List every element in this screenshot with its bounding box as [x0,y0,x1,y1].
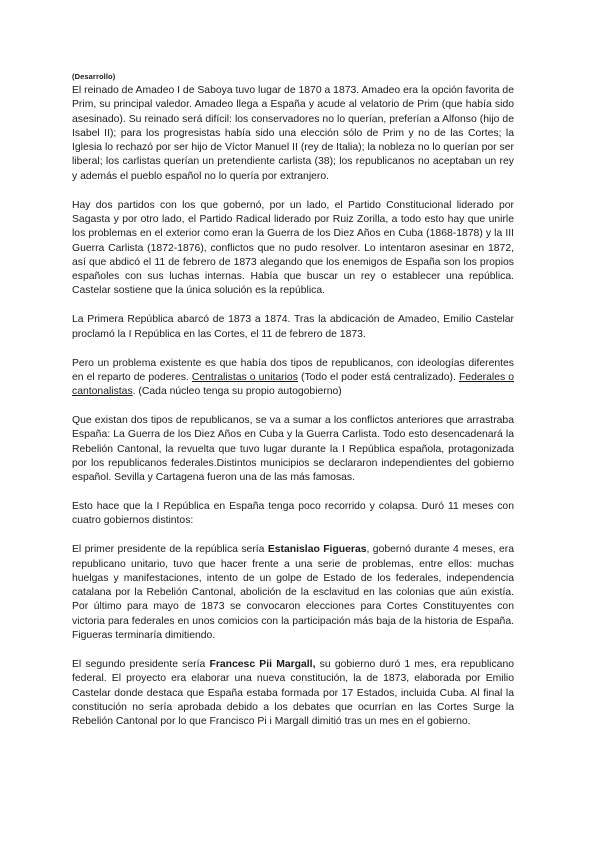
text-segment: (Todo el poder está centralizado). [297,371,459,383]
section-label: (Desarrollo) [72,72,116,81]
paragraph-amadeo-reign: El reinado de Amadeo I de Saboya tuvo lugar de 1870 a 1873. Amadeo era la opción favorita de Prim, su principal valedor. Amadeo llega a España y acude al velatorio de Prim (que había sido asesinado). Su reinado será difícil: los conservadores no lo querían, preferían a Alfonso (hijo de Isabel II); para los progresistas había sido una elección sólo de Prim y no de las Cortes; la Iglesia lo rechazó por ser hijo de Víctor Manuel II (rey de Italia); la nobleza no lo querían por ser liberal; los carlistas querían un pretendiente carlista (38); los republicanos no aceptaban un rey y además el pueblo español no lo quería por extranjero. [72,85,514,182]
paragraph-first-president [72,543,514,643]
paragraph-parties: Hay dos partidos con los que gobernó, por un lado, el Partido Constitucional liderado por Sagasta y por otro lado, el Partido Radical liderado por Ruiz Zorilla, a todo esto hay que unirle los problemas en el exterior como eran la Guerra de los Diez Años en Cuba (1868-1878) y la III Guerra Carlista (1872-1876), conflictos que no pudo resolver. Lo intentaron asesinar en 1872, así que abdicó el 11 de febrero de 1873 alegando que los enemigos de España son los propios españoles con sus luchas internas. Había que buscar un rey o establecer una república. Castelar sostiene que la única solución es la república. [72,199,514,297]
text-segment: . (Cada núcleo tenga su propio autogobierno) [132,386,342,398]
text-segment: El segundo presidente sería [72,658,210,670]
document-body [72,84,514,744]
text-segment: El primer presidente de la república sería [72,544,268,556]
text-segment: , gobernó durante 4 meses, era republicano unitario, tuvo que hacer frente a una serie de problemas, entre ellos: muchas huelgas y manifestaciones, intento de un golpe de Estado de los federales, independencia catalana por la Rebelión Cantonal, abolición de la esclavitud en las colonias que aún existía. Por último para mayo de 1873 se convocaron elecciones para Cortes Constituyentes con victoria para federales en unos comicios con la participación más baja de la historia de España. Figueras terminaría dimitiendo. [72,544,515,642]
paragraph-short-duration: Esto hace que la I República en España tenga poco recorrido y colapsa. Duró 11 meses con cuatro gobiernos distintos: [72,501,514,527]
paragraph-first-republic: La Primera República abarcó de 1873 a 1874. Tras la abdicación de Amadeo, Emilio Castelar proclamó la I República en las Cortes, el 11 de febrero de 1873. [72,314,514,340]
underlined-term-federales: Federales o cantonalistas [72,371,515,398]
president-name-pi-margall: Francesc Pii Margall, [209,658,316,670]
paragraph-second-president [72,658,514,729]
president-name-figueras: Estanislao Figueras [267,544,367,556]
underlined-term-centralistas: Centralistas o unitarios [191,371,298,383]
text-segment: su gobierno duró 1 mes, era republicano federal. El proyecto era elaborar una nueva constitución, la de 1873, elaborada por Emilio Castelar donde destaca que España estaba formada por 17 Estados, incluida Cuba. Al final la constitución no sería aprobada debido a los debates que ocurrían en las Cortes Surge la Rebelión Cantonal por lo que Francisco Pi i Margall dimitió tras un mes en el gobierno. [72,658,515,728]
paragraph-republican-types [72,357,514,400]
paragraph-cantonal-rebellion: Que existan dos tipos de republicanos, se va a sumar a los conflictos anteriores que arrastraba España: La Guerra de los Diez Años en Cuba y la Guerra Carlista. Todo esto desencadenará la Rebelión Cantonal, la revuelta que tuvo lugar durante la I República española, protagonizada por los republicanos federales.Distintos municipios se declararon independientes del gobierno español. Sevilla y Cartagena fueron una de las más famosas. [72,415,514,484]
text-segment: Pero un problema existente es que había dos tipos de republicanos, con ideologías diferentes en el reparto de poderes. [72,357,514,383]
